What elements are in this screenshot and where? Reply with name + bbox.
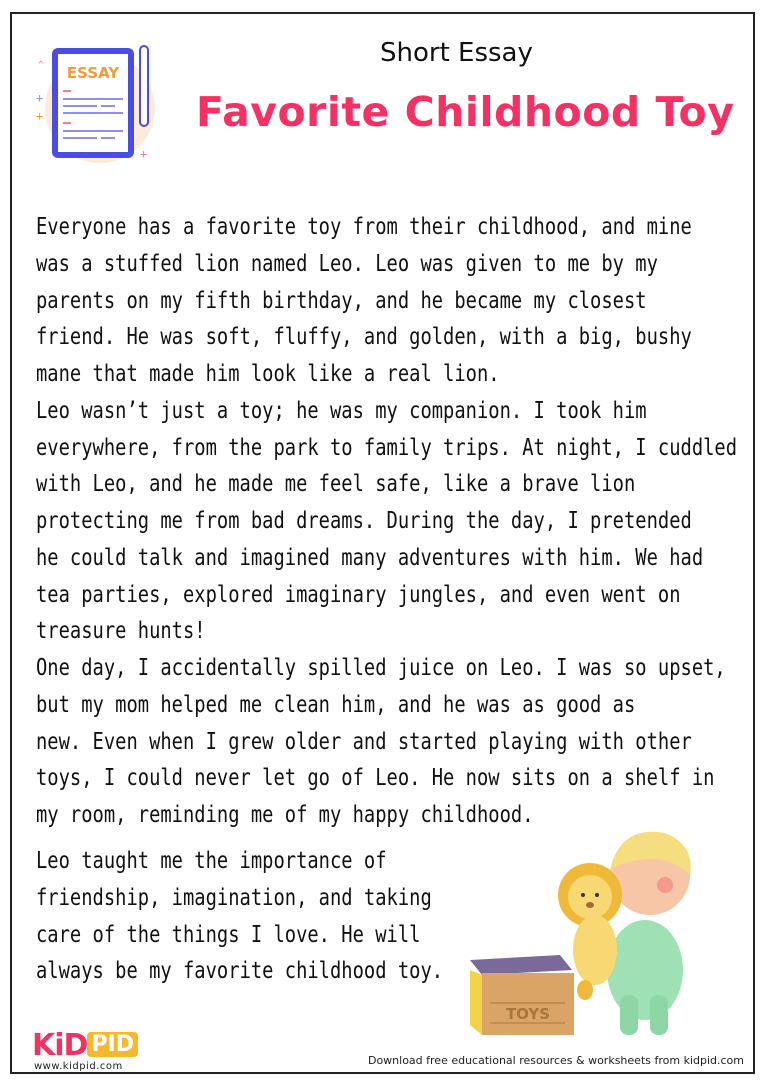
- essay-line: One day, I accidentally spilled juice on Leo. I was so upset,: [36, 655, 726, 682]
- essay-line: Everyone has a favorite toy from their childhood, and mine: [36, 214, 692, 241]
- essay-line: new. Even when I grew older and started playing with other: [36, 728, 692, 755]
- essay-line: he could talk and imagined many adventures with him. We had: [36, 544, 704, 572]
- essay-line: friend. He was soft, fluffy, and golden, with a big, bushy: [36, 324, 692, 351]
- essay-line: always be my favorite childhood toy.: [36, 958, 444, 985]
- essay-clipboard-icon: [30, 38, 160, 172]
- svg-text:^: ^: [38, 60, 45, 71]
- essay-line: tea parties, explored imaginary jungles, and even went on: [36, 581, 681, 608]
- essay-title: Favorite Childhood Toy: [196, 88, 735, 136]
- logo-url[interactable]: www.kidpid.com: [34, 1061, 123, 1072]
- essay-line: but my mom helped me clean him, and he was as good as: [36, 691, 636, 719]
- essay-line: friendship, imagination, and taking: [36, 884, 432, 912]
- essay-body: [36, 210, 737, 835]
- essay-line: Leo wasn’t just a toy; he was my companion. I took him: [36, 397, 647, 425]
- essay-line: treasure hunts!: [36, 618, 206, 645]
- essay-line: with Leo, and he made me feel safe, like a brave lion: [36, 471, 636, 498]
- svg-text:+: +: [36, 91, 44, 105]
- essay-line: was a stuffed lion named Leo. Leo was given to me by my: [36, 250, 658, 278]
- essay-line: my room, reminding me of my happy childhood.: [36, 802, 534, 829]
- essay-line: toys, I could never let go of Leo. He now sits on a shelf in: [36, 765, 715, 792]
- essay-line: care of the things I love. He will: [36, 921, 421, 948]
- essay-line: everywhere, from the park to family trips. At night, I cuddled: [36, 434, 738, 461]
- svg-text:+: +: [36, 109, 44, 123]
- svg-text:+: +: [140, 147, 148, 161]
- essay-line: mane that made him look like a real lion.: [36, 361, 500, 388]
- toy-box-icon: [470, 955, 574, 1035]
- child-with-lion-illustration: [460, 825, 710, 1044]
- essay-line: parents on my fifth birthday, and he became my closest: [36, 287, 647, 314]
- footer-note: Download free educational resources & worksheets from kidpid.com: [367, 1054, 744, 1067]
- svg-text:ESSAY: ESSAY: [66, 64, 120, 82]
- essay-line: Leo taught me the importance of: [36, 848, 387, 875]
- svg-text:TOYS: TOYS: [505, 1005, 551, 1023]
- essay-closing-paragraph: [36, 844, 443, 991]
- essay-subtitle: Short Essay: [380, 38, 533, 68]
- kidpid-logo: KiD PID: [32, 1028, 138, 1063]
- essay-line: protecting me from bad dreams. During the day, I pretended: [36, 508, 692, 535]
